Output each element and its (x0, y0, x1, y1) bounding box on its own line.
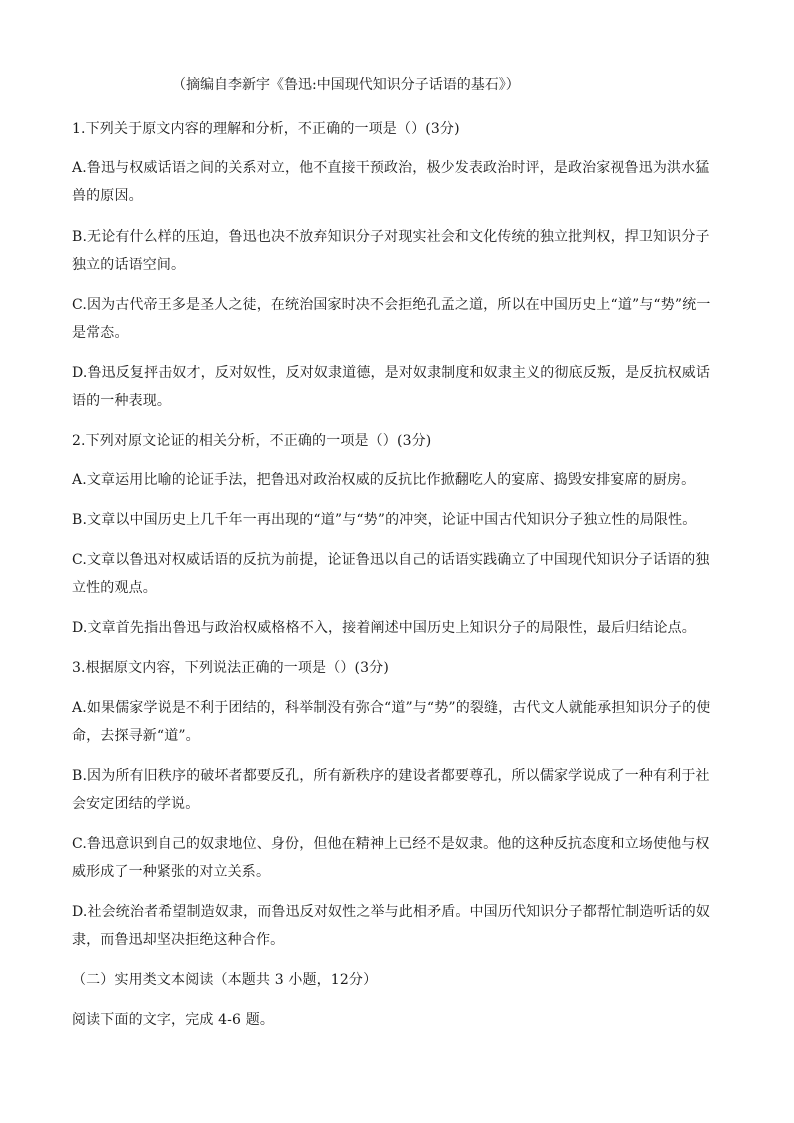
reading-instruction: 阅读下面的文字，完成 4-6 题。 (72, 1012, 274, 1028)
question-2-stem: 2.下列对原文论证的相关分析，不正确的一项是（）(3分) (72, 433, 432, 449)
document-page (72, 0, 722, 1123)
question-3-option-b: B.因为所有旧秩序的破坏者都要反孔，所有新秩序的建设者都要尊孔，所以儒家学说成了一种有利于社会安定团结的学说。 (72, 768, 710, 812)
question-2-option-c: C.文章以鲁迅对权威话语的反抗为前提，论证鲁迅以自己的话语实践确立了中国现代知识分子话语的独立性的观点。 (72, 552, 710, 596)
question-1-option-c: C.因为古代帝王多是圣人之徒，在统治国家时决不会拒绝孔孟之道，所以在中国历史上“道”与“势”统一是常态。 (72, 297, 711, 341)
question-1-option-d: D.鲁迅反复抨击奴才，反对奴性，反对奴隶道德，是对奴隶制度和奴隶主义的彻底反叛，是反抗权威话语的一种表现。 (72, 365, 711, 409)
question-1-option-b: B.无论有什么样的压迫，鲁迅也决不放弃知识分子对现实社会和文化传统的独立批判权，捍卫知识分子独立的话语空间。 (72, 229, 710, 273)
question-3-option-a: A.如果儒家学说是不利于团结的，科举制没有弥合“道”与“势”的裂缝，古代文人就能承担知识分子的使命，去探寻新“道”。 (72, 700, 711, 744)
question-2-option-d: D.文章首先指出鲁迅与政治权威格格不入，接着阐述中国历史上知识分子的局限性，最后归结论点。 (72, 620, 696, 636)
question-2-option-b: B.文章以中国历史上几千年一再出现的“道”与“势”的冲突，论证中国古代知识分子独立性的局限性。 (72, 512, 697, 528)
question-3-option-d: D.社会统治者希望制造奴隶，而鲁迅反对奴性之举与此相矛盾。中国历代知识分子都帮忙制造听话的奴隶，而鲁迅却坚决拒绝这种合作。 (72, 904, 711, 948)
source-citation: （摘编自李新宇《鲁迅:中国现代知识分子话语的基石》） (172, 77, 520, 93)
question-3-option-c: C.鲁迅意识到自己的奴隶地位、身份，但他在精神上已经不是奴隶。他的这种反抗态度和立场使他与权威形成了一种紧张的对立关系。 (72, 836, 710, 880)
question-2-option-a: A.文章运用比喻的论证手法，把鲁迅对政治权威的反抗比作掀翻吃人的宴席、捣毁安排宴席的厨房。 (72, 472, 696, 488)
question-1-option-a: A.鲁迅与权威话语之间的关系对立，他不直接干预政治，极少发表政治时评，是政治家视鲁迅为洪水猛兽的原因。 (72, 160, 710, 204)
question-3-stem: 3.根据原文内容，下列说法正确的一项是（）(3分) (72, 660, 389, 676)
section-heading: （二）实用类文本阅读（本题共 3 小题，12分） (72, 972, 378, 988)
question-1-stem: 1.下列关于原文内容的理解和分析，不正确的一项是（）(3分) (72, 121, 460, 137)
